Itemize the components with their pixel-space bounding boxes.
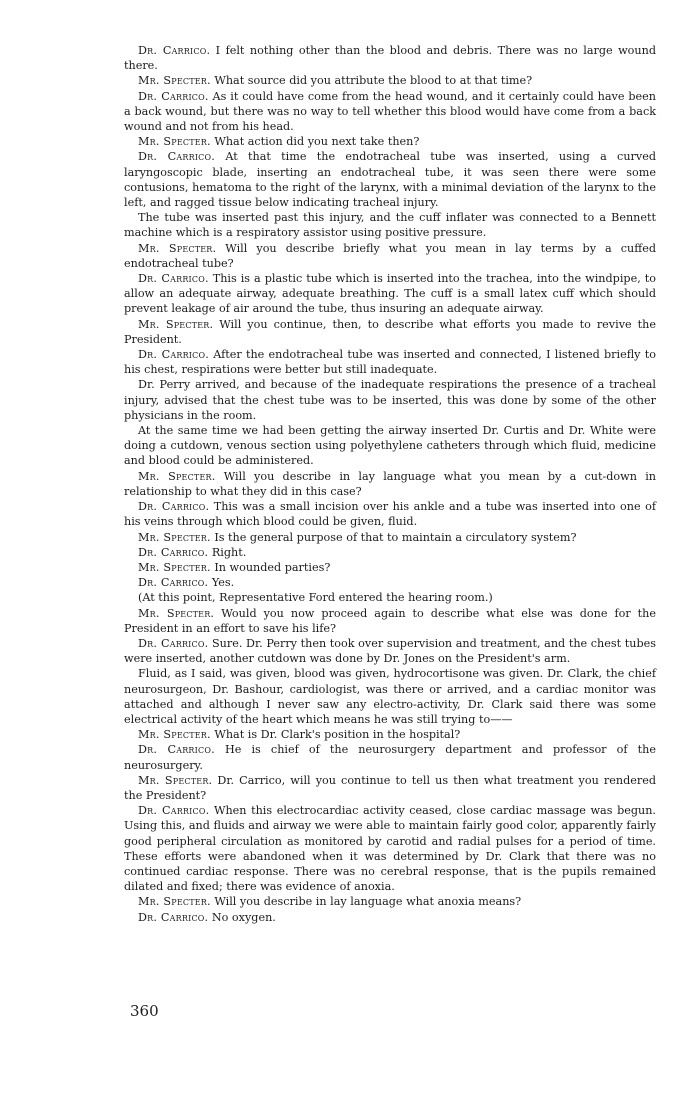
paragraph [124, 606, 656, 636]
paragraph [124, 499, 656, 529]
paragraph-text: Sure. Dr. Perry then took over supervision and treatment, and the chest tubes were inserted, another cutdown was done by Dr. Jones on the President's arm. [124, 636, 656, 666]
paragraph-text: This was a small incision over his ankle and a tube was inserted into one of his veins through which blood could be given, fluid. [124, 500, 656, 529]
paragraph [124, 210, 656, 240]
speaker-name: Mr. Specter. [138, 895, 211, 909]
paragraph [124, 803, 656, 894]
paragraph [124, 773, 656, 803]
paragraph [124, 590, 656, 605]
paragraph-text: (At this point, Representative Ford entered the hearing room.) [138, 591, 493, 605]
paragraph-text: When this electrocardiac activity ceased, close cardiac massage was begun. Using this, and fluids and airway we were able to maintain fairly good color, apparently fairly good peripheral circulation as monitored by carotid and radial pulses for a period of time. These efforts were abandoned when it was determined by Dr. Clark that there was no continued cardiac response. There was no cerebral response, that is the pupils remained dilated and fixed; there was evidence of anoxia. [124, 804, 656, 894]
paragraph [124, 317, 656, 347]
paragraph [124, 73, 656, 88]
paragraph [124, 894, 656, 909]
paragraph-text: Fluid, as I said, was given, blood was given, hydrocortisone was given. Dr. Clark, the chief neurosurgeon, Dr. Bashour, cardiologist, was there or arrived, and a cardiac monitor was attached and although I never saw any electro-activity, Dr. Clark said there was some electrical activity of the heart which means he was still trying to—— [124, 667, 656, 726]
paragraph [124, 530, 656, 545]
speaker-name: Dr. Carrico. [138, 576, 209, 590]
paragraph [124, 560, 656, 575]
paragraph [124, 727, 656, 742]
paragraph-text: What action did you next take then? [210, 135, 420, 149]
paragraph [124, 575, 656, 590]
paragraph-text: At the same time we had been getting the airway inserted Dr. Curtis and Dr. White were doing a cutdown, venous section using polyethylene catheters through which fluid, medicine and blood could be administered. [124, 424, 656, 468]
speaker-name: Mr. Specter. [138, 469, 216, 483]
paragraph-text: In wounded parties? [210, 560, 331, 574]
speaker-name: Mr. Specter. [138, 606, 215, 620]
paragraph [124, 271, 656, 317]
paragraph-text: Will you describe in lay language what you mean by a cut-down in relationship to what they did in this case? [124, 469, 656, 498]
speaker-name: Dr. Carrico. [138, 500, 210, 514]
paragraph [124, 149, 656, 210]
speaker-name: Mr. Specter. [138, 560, 211, 574]
speaker-name: Mr. Specter. [138, 530, 211, 544]
paragraph-text: As it could have come from the head wound, and it certainly could have been a back wound, but there was no way to tell whether this blood would have come from a back wound and not from his head. [124, 89, 656, 134]
paragraph-text: He is chief of the neurosurgery department and professor of the neurosurgery. [124, 743, 656, 772]
paragraph [124, 545, 656, 560]
paragraph-text: Would you now proceed again to describe what else was done for the President in an effort to save his life? [124, 606, 656, 635]
speaker-name: Mr. Specter. [138, 241, 217, 255]
paragraph-text: Yes. [208, 576, 235, 590]
paragraph-text: What source did you attribute the blood to at that time? [210, 74, 533, 88]
speaker-name: Mr. Specter. [138, 728, 211, 742]
speaker-name: Dr. Carrico. [138, 743, 215, 757]
speaker-name: Dr. Carrico. [138, 44, 211, 57]
paragraph [124, 377, 656, 423]
paragraph [124, 469, 656, 499]
paragraph [124, 636, 656, 666]
speaker-name: Dr. Carrico. [138, 910, 209, 924]
speaker-name: Dr. Carrico. [138, 348, 209, 362]
paragraph-text: Dr. Carrico, will you continue to tell us then what treatment you rendered the President? [124, 773, 656, 802]
paragraph [124, 666, 656, 727]
paragraph [124, 43, 656, 73]
page-number: 360 [130, 1002, 159, 1020]
paragraph-text: Is the general purpose of that to maintain a circulatory system? [210, 530, 577, 544]
paragraph [124, 241, 656, 271]
paragraph-text: I felt nothing other than the blood and debris. There was no large wound there. [124, 44, 656, 73]
paragraph [124, 347, 656, 377]
paragraph-text: Right. [208, 545, 247, 559]
paragraph-text: After the endotracheal tube was inserted and connected, I listened briefly to his chest, respirations were better but still inadequate. [124, 348, 656, 377]
transcript-body [124, 43, 656, 925]
speaker-name: Dr. Carrico. [138, 636, 209, 650]
paragraph [124, 742, 656, 772]
paragraph-text: The tube was inserted past this injury, and the cuff inflater was connected to a Bennett machine which is a respiratory assistor using positive pressure. [124, 211, 656, 240]
paragraph-text: Will you describe in lay language what anoxia means? [210, 895, 522, 909]
paragraph [124, 423, 656, 469]
paragraph-text: No oxygen. [208, 910, 276, 924]
paragraph-text: At that time the endotracheal tube was inserted, using a curved laryngoscopic blade, inserting an endotracheal tube, it was seen there were some contusions, hematoma to the right of the larynx, with a minimal deviation of the larynx to the left, and ragged tissue below indicating tracheal injury. [124, 150, 656, 210]
paragraph-text: What is Dr. Clark's position in the hospital? [210, 728, 461, 742]
speaker-name: Mr. Specter. [138, 317, 214, 331]
paragraph [124, 134, 656, 149]
speaker-name: Dr. Carrico. [138, 545, 209, 559]
paragraph [124, 910, 656, 925]
paragraph-text: Will you continue, then, to describe what efforts you made to revive the President. [124, 317, 656, 346]
speaker-name: Dr. Carrico. [138, 272, 209, 286]
speaker-name: Mr. Specter. [138, 74, 211, 88]
paragraph [124, 89, 656, 135]
paragraph-text: Dr. Perry arrived, and because of the inadequate respirations the presence of a tracheal injury, advised that the chest tube was to be inserted, this was done by some of the other physicians in the room. [124, 378, 656, 422]
speaker-name: Mr. Specter. [138, 135, 211, 149]
speaker-name: Mr. Specter. [138, 773, 213, 787]
paragraph-text: This is a plastic tube which is inserted into the trachea, into the windpipe, to allow an adequate airway, adequate breathing. The cuff is a small latex cuff which should prevent leakage of air around the tube, thus insuring an adequate airway. [124, 272, 656, 316]
speaker-name: Dr. Carrico. [138, 150, 216, 164]
paragraph-text: Will you describe briefly what you mean in lay terms by a cuffed endotracheal tube? [124, 241, 656, 270]
speaker-name: Dr. Carrico. [138, 89, 209, 103]
speaker-name: Dr. Carrico. [138, 804, 210, 818]
